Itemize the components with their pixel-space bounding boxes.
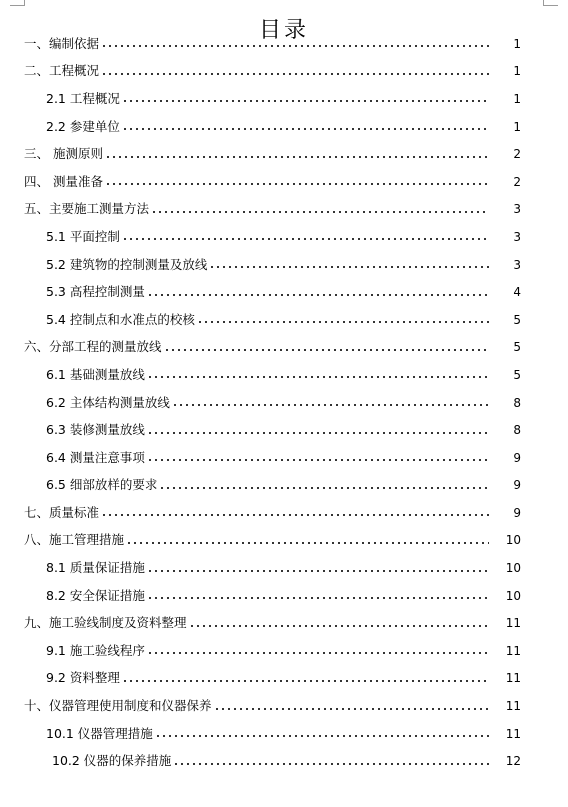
toc-entry-title: 5.4 控制点和水准点的校核 [46,311,195,327]
toc-entry[interactable] [0,472,568,500]
toc-entry[interactable] [0,527,568,555]
toc-page-number: 9 [513,505,521,520]
toc-entry[interactable] [0,251,568,279]
toc-page-number: 1 [513,119,521,134]
dot-leader [105,182,489,186]
toc-entry-title: 七、质量标准 [24,504,100,520]
toc-page-number: 5 [513,312,521,327]
toc-entry[interactable] [0,637,568,665]
toc-page-number: 1 [513,64,521,79]
dot-leader [209,265,489,269]
dot-leader [197,320,489,324]
dot-leader [147,651,489,655]
toc-entry-title: 八、施工管理措施 [24,532,125,548]
dot-leader [126,541,489,545]
toc-entry[interactable] [0,168,568,196]
toc-entry[interactable] [0,30,568,58]
toc-entry-title: 10.1 仪器管理措施 [46,725,153,741]
toc-entry-title: 六、分部工程的测量放线 [24,339,162,355]
toc-entry[interactable] [0,196,568,224]
toc-entry[interactable] [0,85,568,113]
toc-entry[interactable] [0,747,568,775]
table-of-contents [0,30,568,775]
toc-entry-title: 2.1 工程概况 [46,90,120,106]
toc-entry[interactable] [0,720,568,748]
toc-entry-title: 9.1 施工验线程序 [46,642,145,658]
toc-entry[interactable] [0,361,568,389]
page-corner-mark-left [10,0,25,6]
toc-entry[interactable] [0,692,568,720]
dot-leader [122,127,489,131]
toc-page-number: 3 [513,229,521,244]
toc-page-number: 11 [505,699,521,714]
toc-page-number: 5 [513,367,521,382]
toc-entry[interactable] [0,444,568,472]
dot-leader [101,72,489,76]
toc-page-number: 3 [513,257,521,272]
toc-entry[interactable] [0,278,568,306]
toc-page-number: 10 [505,533,521,548]
toc-entry-title: 6.2 主体结构测量放线 [46,394,170,410]
page-title: 目录 [258,17,309,43]
dot-leader [214,707,489,711]
toc-page-number: 2 [513,147,521,162]
toc-entry-title: 8.2 安全保证措施 [46,587,145,603]
dot-leader [122,237,489,241]
toc-entry-title: 2.2 参建单位 [46,118,120,134]
toc-page-number: 10 [505,561,521,576]
toc-page-number: 10 [505,588,521,603]
toc-page-number: 9 [513,478,521,493]
toc-page-number: 11 [505,671,521,686]
toc-entry-title: 6.1 基础测量放线 [46,366,145,382]
dot-leader [189,624,489,628]
page-corner-mark-right [543,0,558,6]
toc-page-number: 5 [513,340,521,355]
toc-page-number: 12 [505,754,521,769]
dot-leader [101,44,489,48]
toc-entry-title: 四、 测量准备 [24,173,103,189]
toc-entry-title: 五、主要施工测量方法 [24,201,150,217]
dot-leader [173,762,489,766]
toc-entry[interactable] [0,223,568,251]
toc-page-number: 2 [513,174,521,189]
toc-entry-title: 5.2 建筑物的控制测量及放线 [46,256,208,272]
toc-page-number: 11 [505,643,521,658]
toc-entry[interactable] [0,499,568,527]
dot-leader [101,513,489,517]
dot-leader [147,596,489,600]
toc-entry-title: 5.3 高程控制测量 [46,284,145,300]
dot-leader [147,431,489,435]
toc-entry[interactable] [0,58,568,86]
toc-page-number: 8 [513,423,521,438]
dot-leader [164,348,489,352]
toc-page-number: 1 [513,36,521,51]
toc-entry[interactable] [0,113,568,141]
toc-entry[interactable] [0,665,568,693]
dot-leader [122,99,489,103]
toc-entry-title: 十、仪器管理使用制度和仪器保养 [24,698,212,714]
toc-entry-title: 二、工程概况 [24,63,100,79]
toc-entry[interactable] [0,140,568,168]
toc-page-number: 11 [505,616,521,631]
toc-page-number: 8 [513,395,521,410]
toc-page-number: 1 [513,91,521,106]
toc-entry-title: 6.4 测量注意事项 [46,449,145,465]
toc-entry-title: 8.1 质量保证措施 [46,560,145,576]
dot-leader [147,375,489,379]
toc-entry[interactable] [0,582,568,610]
toc-page-number: 9 [513,450,521,465]
toc-entry-title: 6.3 装修测量放线 [46,422,145,438]
toc-entry[interactable] [0,306,568,334]
toc-page-number: 3 [513,202,521,217]
toc-entry[interactable] [0,416,568,444]
toc-entry[interactable] [0,334,568,362]
toc-entry[interactable] [0,554,568,582]
toc-entry-title: 5.1 平面控制 [46,228,120,244]
dot-leader [147,458,489,462]
toc-entry-title: 9.2 资料整理 [46,670,120,686]
toc-page-number: 4 [513,285,521,300]
dot-leader [122,679,489,683]
dot-leader [155,734,489,738]
toc-entry-title: 一、编制依据 [24,35,100,51]
dot-leader [147,569,489,573]
toc-page-number: 11 [505,726,521,741]
dot-leader [147,293,489,297]
dot-leader [172,403,489,407]
toc-entry-title: 三、 施测原则 [24,146,103,162]
toc-entry-title: 6.5 细部放样的要求 [46,477,158,493]
toc-entry[interactable] [0,609,568,637]
dot-leader [105,155,489,159]
dot-leader [159,486,489,490]
dot-leader [151,210,489,214]
toc-entry[interactable] [0,389,568,417]
toc-entry-title: 九、施工验线制度及资料整理 [24,615,187,631]
toc-entry-title: 10.2 仪器的保养措施 [52,753,172,769]
